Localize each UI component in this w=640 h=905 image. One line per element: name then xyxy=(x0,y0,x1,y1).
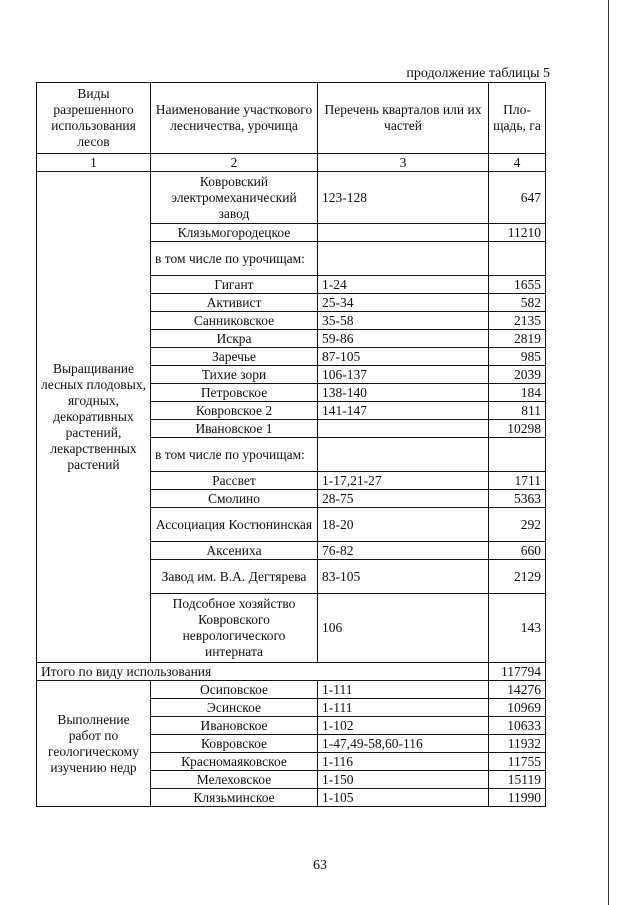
area: 292 xyxy=(489,508,546,542)
quarters: 106-137 xyxy=(318,366,489,384)
area: 143 xyxy=(489,594,546,663)
forestry-name: в том числе по урочищам: xyxy=(151,242,318,276)
quarters: 141-147 xyxy=(318,402,489,420)
area: 11932 xyxy=(489,735,546,753)
quarters: 1-111 xyxy=(318,699,489,717)
forestry-name: Санниковское xyxy=(151,312,318,330)
header-row xyxy=(37,83,546,154)
header-quarters: Перечень кварталов или их частей xyxy=(318,83,489,154)
quarters: 1-47,49-58,60-116 xyxy=(318,735,489,753)
quarters: 138-140 xyxy=(318,384,489,402)
forestry-name: Клязьминское xyxy=(151,789,318,807)
area: 2039 xyxy=(489,366,546,384)
forestry-name: Ивановское 1 xyxy=(151,420,318,438)
header-use-type: Виды разрешенного использования лесов xyxy=(37,83,151,154)
quarters xyxy=(318,438,489,472)
area: 985 xyxy=(489,348,546,366)
area: 10969 xyxy=(489,699,546,717)
forestry-name: Клязьмогородецкое xyxy=(151,224,318,242)
quarters: 18-20 xyxy=(318,508,489,542)
forestry-name: Активист xyxy=(151,294,318,312)
quarters: 76-82 xyxy=(318,542,489,560)
area: 184 xyxy=(489,384,546,402)
area: 647 xyxy=(489,172,546,224)
quarters: 83-105 xyxy=(318,560,489,594)
forestry-name: Ковровский электромеханический завод xyxy=(151,172,318,224)
quarters: 1-24 xyxy=(318,276,489,294)
page-edge-line xyxy=(608,0,609,905)
forestry-name: Аксениха xyxy=(151,542,318,560)
quarters: 87-105 xyxy=(318,348,489,366)
quarters: 1-116 xyxy=(318,753,489,771)
forestry-name: Гигант xyxy=(151,276,318,294)
use-type-cell: Выполнение работ по геологическому изучению недр xyxy=(37,681,151,807)
quarters xyxy=(318,242,489,276)
area: 660 xyxy=(489,542,546,560)
forestry-name: Эсинское xyxy=(151,699,318,717)
quarters: 1-111 xyxy=(318,681,489,699)
quarters xyxy=(318,224,489,242)
quarters: 1-17,21-27 xyxy=(318,472,489,490)
area: 2819 xyxy=(489,330,546,348)
table-row xyxy=(37,172,546,224)
forestry-name: Искра xyxy=(151,330,318,348)
column-number: 4 xyxy=(489,154,546,172)
area: 5363 xyxy=(489,490,546,508)
quarters: 1-105 xyxy=(318,789,489,807)
area: 11210 xyxy=(489,224,546,242)
area: 1711 xyxy=(489,472,546,490)
forestry-name: Красномаяковское xyxy=(151,753,318,771)
total-area: 117794 xyxy=(489,663,546,681)
forestry-name: Осиповское xyxy=(151,681,318,699)
header-forestry-name: Наименование участкового лесничества, урочища xyxy=(151,83,318,154)
quarters: 25-34 xyxy=(318,294,489,312)
forestry-name: Петровское xyxy=(151,384,318,402)
area: 10633 xyxy=(489,717,546,735)
quarters: 1-150 xyxy=(318,771,489,789)
column-number: 2 xyxy=(151,154,318,172)
forestry-name: Заречье xyxy=(151,348,318,366)
quarters: 1-102 xyxy=(318,717,489,735)
forestry-name: Ивановское xyxy=(151,717,318,735)
area: 14276 xyxy=(489,681,546,699)
forestry-name: Ковровское 2 xyxy=(151,402,318,420)
forestry-name: Ковровское xyxy=(151,735,318,753)
area xyxy=(489,438,546,472)
forestry-name: Завод им. В.А. Дегтярева xyxy=(151,560,318,594)
quarters: 35-58 xyxy=(318,312,489,330)
total-row xyxy=(37,663,546,681)
area: 811 xyxy=(489,402,546,420)
area xyxy=(489,242,546,276)
quarters xyxy=(318,420,489,438)
page-number: 63 xyxy=(313,858,327,873)
forestry-name: Мелеховское xyxy=(151,771,318,789)
quarters: 123-128 xyxy=(318,172,489,224)
table-row xyxy=(37,681,546,699)
area: 11755 xyxy=(489,753,546,771)
forestry-name: Рассвет xyxy=(151,472,318,490)
header-area: Пло-щадь, га xyxy=(489,83,546,154)
forestry-name: в том числе по урочищам: xyxy=(151,438,318,472)
forestry-name: Ассоциация Костюнинская xyxy=(151,508,318,542)
area: 11990 xyxy=(489,789,546,807)
use-type-cell: Выращивание лесных плодовых, ягодных, декоративных растений, лекарственных растений xyxy=(37,172,151,663)
column-number: 1 xyxy=(37,154,151,172)
table-continuation-caption: продолжение таблицы 5 xyxy=(406,66,550,81)
area: 2129 xyxy=(489,560,546,594)
quarters: 28-75 xyxy=(318,490,489,508)
forestry-name: Смолино xyxy=(151,490,318,508)
column-number-row xyxy=(37,154,546,172)
area: 582 xyxy=(489,294,546,312)
area: 2135 xyxy=(489,312,546,330)
area: 1655 xyxy=(489,276,546,294)
total-label: Итого по виду использования xyxy=(37,663,489,681)
forestry-name: Тихие зори xyxy=(151,366,318,384)
area: 10298 xyxy=(489,420,546,438)
column-number: 3 xyxy=(318,154,489,172)
area: 15119 xyxy=(489,771,546,789)
quarters: 106 xyxy=(318,594,489,663)
forest-use-table xyxy=(36,82,546,807)
forestry-name: Подсобное хозяйство Ковровского неврологического интерната xyxy=(151,594,318,663)
quarters: 59-86 xyxy=(318,330,489,348)
